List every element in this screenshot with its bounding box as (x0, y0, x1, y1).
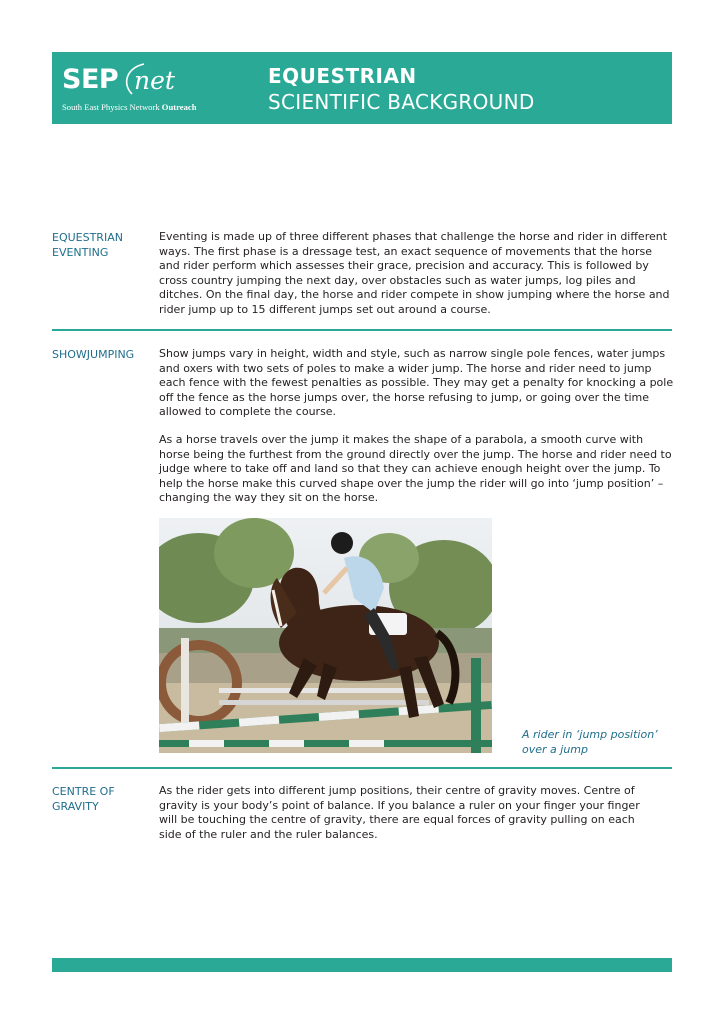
logo-net-text: net (134, 66, 175, 95)
showjumping-paragraph-2: As a horse travels over the jump it makes the shape of a parabola, a smooth curve with horse being the furthest from the ground directly over the jump. The horse and rider need to judge where to take off and land so that they can achieve enough height over the jump. To help the horse make this curved shape over the jump the rider will go into ‘jump position’ – changing the way they sit on the horse. (159, 432, 672, 505)
section-label-gravity: CENTRE OF GRAVITY (52, 785, 115, 813)
horse-jump-illustration (159, 518, 492, 753)
logo-subtitle (62, 102, 197, 112)
logo-subtitle-text: South East Physics Network (62, 102, 160, 112)
section-label-eventing: EQUESTRIAN EVENTING (52, 231, 123, 259)
logo-subtitle-bold: Outreach (161, 102, 197, 112)
logo-sep-text: SEP (62, 64, 119, 95)
section-body-eventing (159, 230, 674, 331)
section-divider (52, 329, 672, 331)
header-banner (52, 52, 672, 124)
horse-jump-photo (159, 518, 492, 753)
section-body-gravity (159, 784, 649, 855)
page-subtitle: SCIENTIFIC BACKGROUND (268, 90, 535, 114)
showjumping-paragraph-1: Show jumps vary in height, width and style, such as narrow single pole fences, water jumps and oxers with two sets of poles to make a wider jump. The horse and rider need to jump each fence with the fewest penalties as possible. They may get a penalty for knocking a pole off the fence as the horse jumps over, the horse refusing to jump, or going over the time allowed to complete the course. (159, 347, 674, 419)
footer-bar (52, 958, 672, 972)
photo-caption: A rider in ‘jump position’ over a jump (522, 728, 658, 756)
eventing-paragraph: Eventing is made up of three different phases that challenge the horse and rider in different ways. The first phase is a dressage test, an exact sequence of movements that the horse and rider perform which assesses their grace, precision and accuracy. This is followed by cross country jumping the next day, over obstacles such as water jumps, log piles and ditches. On the final day, the horse and rider compete in show jumping where the horse and rider jump up to 15 different jumps set out around a course. (159, 230, 670, 316)
section-divider (52, 767, 672, 769)
page-title: EQUESTRIAN (268, 64, 417, 88)
section-body-showjumping (159, 347, 674, 519)
section-label-showjumping: SHOWJUMPING (52, 348, 135, 361)
gravity-paragraph: As the rider gets into different jump positions, their centre of gravity moves. Centre of gravity is your body’s point of balance. If you balance a ruler on your finger your finger will be touching the centre of gravity, there are equal forces of gravity pulling on each side of the ruler and the ruler balances. (159, 784, 640, 841)
sepnet-logo (62, 62, 262, 118)
